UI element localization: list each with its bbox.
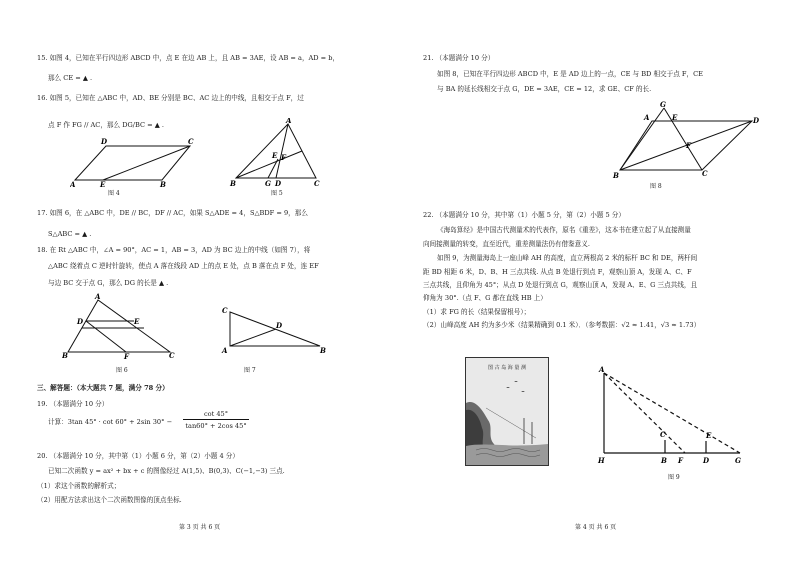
fig8-label-d: D <box>753 116 760 125</box>
q22-part-2: （2）山峰高度 AH 约为多少米（结果精确到 0.1 米）．（参考数据：√2 ≈ 1.41，√3 ≈ 1.73） <box>423 321 701 329</box>
fig7-label-b: B <box>320 346 326 355</box>
figure-6 <box>62 292 177 360</box>
q19-compute: 计算：3tan 45° · cot 60° + 2sin 30° − <box>48 418 173 426</box>
q17-answer: S△ABC = ▲ . <box>48 230 92 238</box>
fig7-label-d: D <box>276 321 283 330</box>
page-footer: 第 3 页 共 6 页 <box>179 524 221 531</box>
fig6-label-c: C <box>169 351 175 360</box>
q21-text-1: 如图 8，已知在平行四边形 ABCD 中，E 是 AD 边上的一点，CE 与 BD 相交于点 F，CE <box>437 70 703 78</box>
q19-numerator: cot 45° <box>203 410 229 418</box>
fig9-caption: 图 9 <box>668 474 680 481</box>
fig4-label-d: D <box>101 138 108 146</box>
fig5-label-d: D <box>275 179 282 188</box>
section-3-heading: 三、解答题：（本大题共 7 题，满分 78 分） <box>37 384 169 392</box>
q22-text-5: 三点共线，且仰角为 45°；从点 D 处退行到点 G，观察山顶 A，发现 A、E、G 三点共线，且 <box>423 281 698 289</box>
q20-part-1: （1）求这个函数的解析式； <box>37 482 121 490</box>
q15-text: 15. 如图 4，已知在平行四边形 ABCD 中，点 E 在边 AB 上，且 AB = 3AE，设 AB = a，AD = b， <box>37 54 340 62</box>
fig8-label-e: E <box>672 113 678 122</box>
q16-answer: 点 F 作 FG // AC，那么 DG/BC = ▲ . <box>48 121 164 129</box>
fig5-label-f: F <box>281 153 286 162</box>
fig6-label-e: E <box>134 317 140 326</box>
page-footer: 第 4 页 共 6 页 <box>575 524 617 531</box>
fig4-label-c: C <box>188 138 194 146</box>
fig5-label-b: B <box>230 179 236 188</box>
fig6-caption: 图 6 <box>116 367 128 374</box>
fig9-label-f: F <box>678 456 683 465</box>
q16-text: 16. 如图 5，已知在 △ABC 中，AD、BE 分别是 BC、AC 边上的中线，且相交于点 F，过 <box>37 94 304 102</box>
q22-text-1: 《海岛算经》是中国古代测量术的代表作，原名《重差》，这本书在建立起了从直接测量 <box>437 226 691 234</box>
q22-text-4: 距 BD 相距 6 米，D、B、H 三点共线. 从点 B 处退行到点 F，观察山顶 A，发现 A、C、F <box>423 268 692 276</box>
painting-drawing <box>466 358 548 465</box>
painting-title: 图 古 岛 海 量 测 <box>488 365 526 371</box>
fig9-label-c: C <box>660 430 666 439</box>
q18-text-1: 18. 在 Rt △ABC 中，∠A = 90°，AC = 1，AB = 3，AD 为 BC 边上的中线（如图 7），将 <box>37 246 311 254</box>
q19-denominator: tan60° + 2cos 45° <box>185 422 247 430</box>
q18-text-3: 与边 BC 交于点 G，那么 DG 的长是 ▲ . <box>48 279 169 287</box>
figure-9 <box>590 365 750 470</box>
q15-answer: 那么 CE = ▲ . <box>48 74 93 82</box>
fig4-label-b: B <box>160 180 166 188</box>
fig9-label-d: D <box>703 456 710 465</box>
q22-text-2: 向间接测量的转变，直至近代，重差测量法仍有借鉴意义. <box>423 240 590 248</box>
fig9-label-a: A <box>599 365 605 374</box>
fig8-label-c: C <box>702 169 708 178</box>
fig6-label-d: D <box>77 317 84 326</box>
fig8-label-g: G <box>660 100 666 109</box>
q19-header: 19. （本题满分 10 分） <box>37 400 109 408</box>
fig5-label-e: E <box>272 151 278 160</box>
q22-text-6: 仰角为 30°.（点 F、G 都在直线 HB 上） <box>423 294 547 302</box>
q20-part-2: （2）用配方法求出这个二次函数图像的顶点坐标. <box>37 496 182 504</box>
fig9-label-e: E <box>706 431 712 440</box>
q22-text-3: 如图 9，为测量海岛上一座山峰 AH 的高度，直立两根高 2 米的标杆 BC 和 DE，两杆间 <box>437 254 698 262</box>
ancient-painting-image <box>465 357 549 466</box>
fig8-label-a: A <box>644 113 650 122</box>
fig8-caption: 图 8 <box>650 183 662 190</box>
fig8-label-b: B <box>613 171 619 180</box>
fig7-caption: 图 7 <box>244 367 256 374</box>
fig5-label-g: G <box>265 179 271 188</box>
q22-header: 22. （本题满分 10 分，其中第（1）小题 5 分，第（2）小题 5 分） <box>423 211 625 219</box>
q20-text: 已知二次函数 y = ax² + bx + c 的图像经过 A(1,5)、B(0,3)、C(−1,−3) 三点. <box>48 467 285 475</box>
q21-text-2: 与 BA 的延长线相交于点 G，DE = 3AE，CE = 12，求 GE、CF 的长. <box>437 85 652 93</box>
fig6-label-f: F <box>124 352 129 360</box>
figure-8 <box>610 100 760 182</box>
figure-5 <box>228 118 323 188</box>
fig4-label-e: E <box>100 180 106 188</box>
figure-4 <box>70 138 200 188</box>
q20-header: 20. （本题满分 10 分，其中第（1）小题 6 分，第（2）小题 4 分） <box>37 452 239 460</box>
fig4-label-a: A <box>70 180 76 188</box>
fig6-label-b: B <box>62 351 68 360</box>
fig7-label-a: A <box>222 346 228 355</box>
figure-7 <box>220 304 330 359</box>
fig5-label-c: C <box>314 179 320 188</box>
fig9-label-h: H <box>598 456 605 465</box>
page-4 <box>400 0 800 566</box>
q17-text: 17. 如图 6，在 △ABC 中，DE // BC，DF // AC，如果 S△ADE = 4，S△BDF = 9，那么 <box>37 209 308 217</box>
q21-header: 21. （本题满分 10 分） <box>423 54 495 62</box>
fig5-label-a: A <box>286 118 292 125</box>
q18-text-2: △ABC 绕着点 C 逆时针旋转，使点 A 落在线段 AD 上的点 E 处，点 B 落在点 F 处，连 EF <box>48 262 319 270</box>
fig9-label-g: G <box>735 456 741 465</box>
q19-fraction-bar <box>183 419 249 420</box>
fig7-label-c: C <box>222 306 228 315</box>
fig5-caption: 图 5 <box>271 190 283 197</box>
fig4-caption: 图 4 <box>108 190 120 197</box>
fig8-label-f: F <box>686 141 691 150</box>
fig6-label-a: A <box>95 292 101 301</box>
q22-part-1: （1）求 FG 的长（结果保留根号）； <box>423 308 531 316</box>
fig9-label-b: B <box>661 456 667 465</box>
